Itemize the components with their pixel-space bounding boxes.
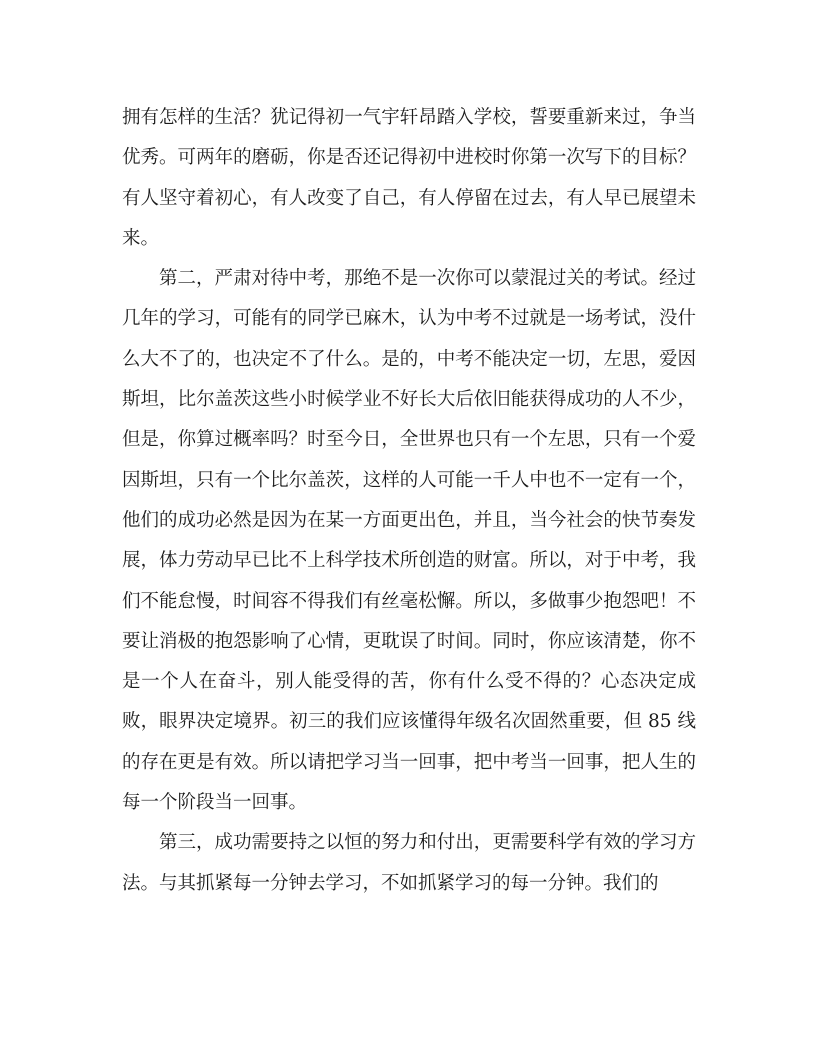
paragraph-1: 拥有怎样的生活？犹记得初一气宇轩昂踏入学校，誓要重新来过，争当优秀。可两年的磨砺，你是否还记得初中进校时你第一次写下的目标？有人坚守着初心，有人改变了自己，有人停留在过去，有人早已展望未来。: [122, 107, 696, 249]
paragraph-3: 第三，成功需要持之以恒的努力和付出，更需要科学有效的学习方法。与其抓紧每一分钟去学习，不如抓紧学习的每一分钟。我们的: [122, 832, 696, 894]
paragraph-2: 第二，严肃对待中考，那绝不是一次你可以蒙混过关的考试。经过几年的学习，可能有的同学已麻木，认为中考不过就是一场考试，没什么大不了的，也决定不了什么。是的，中考不能决定一切，左思，爱因斯坦，比尔盖茨这些小时候学业不好长大后依旧能获得成功的人不少，但是，你算过概率吗？时至今日，全世界也只有一个左思，只有一个爱因斯坦，只有一个比尔盖茨，这样的人可能一千人中也不一定有一个，他们的成功必然是因为在某一方面更出色，并且，当今社会的快节奏发展，体力劳动早已比不上科学技术所创造的财富。所以，对于中考，我们不能怠慢，时间容不得我们有丝毫松懈。所以，多做事少抱怨吧！不要让消极的抱怨影响了心情，更耽误了时间。同时，你应该清楚，你不是一个人在奋斗，别人能受得的苦，你有什么受不得的？心态决定成败，眼界决定境界。初三的我们应该懂得年级名次固然重要，但 85 线的存在更是有效。所以请把学习当一回事，把中考当一回事，把人生的每一个阶段当一回事。: [122, 268, 696, 814]
document-body: [122, 98, 696, 904]
